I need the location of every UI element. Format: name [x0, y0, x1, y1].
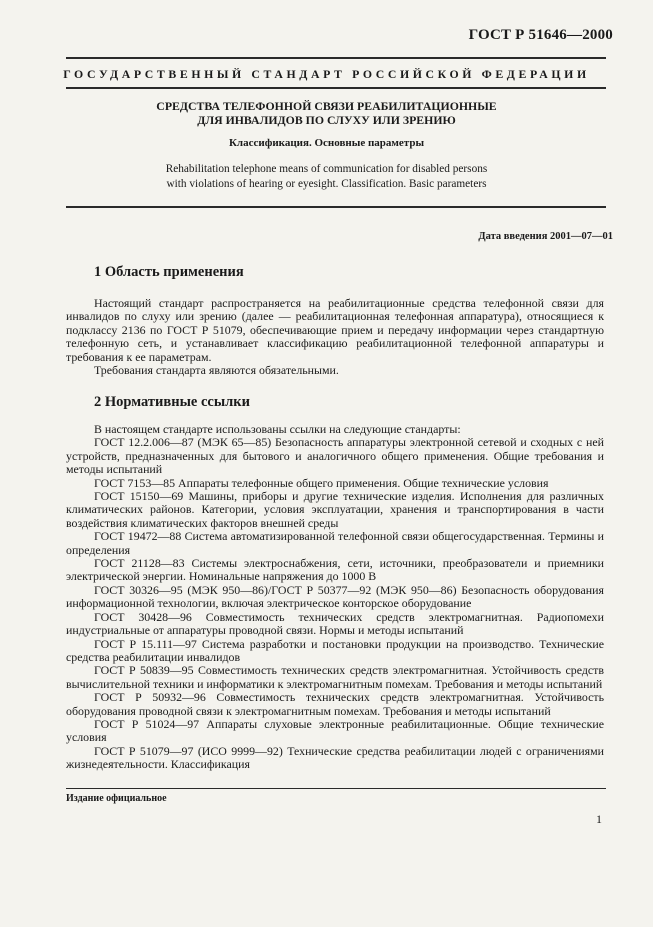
- reference-item: ГОСТ 30428—96 Совместимость технических средств электромагнитная. Радиопомехи индустриальные от аппаратуры проводной связи. Нормы и методы испытаний: [66, 609, 604, 638]
- section-1-paragraph: Настоящий стандарт распространяется на реабилитационные средства телефонной связи для инвалидов по слуху или зрению (далее — реабилитационная телефонная аппаратура), относящиеся к подклассу 2136 по ГОСТ Р 51079, обеспечивающие прием и передачу информации через стандартную телефонную сеть, и устанавливает классификацию реабилитационной телефонной аппаратуры и требования к ее параметрам.: [66, 296, 604, 364]
- reference-item: ГОСТ 15150—69 Машины, приборы и другие технические изделия. Исполнения для различных климатических районов. Категории, условия эксплуатации, хранения и транспортирования в части воздействия климатических факторов внешней среды: [66, 489, 604, 530]
- title-line-2: ДЛЯ ИНВАЛИДОВ ПО СЛУХУ ИЛИ ЗРЕНИЮ: [197, 113, 456, 127]
- footer-rule: [66, 788, 606, 789]
- section-2-heading: 2 Нормативные ссылки: [94, 394, 250, 410]
- title-line-1: СРЕДСТВА ТЕЛЕФОННОЙ СВЯЗИ РЕАБИЛИТАЦИОННЫЕ: [156, 99, 497, 113]
- english-title-line-2: with violations of hearing or eyesight. Classification. Basic parameters: [166, 178, 487, 190]
- header-rule-top: [66, 57, 606, 59]
- document-code: ГОСТ Р 51646—2000: [468, 27, 613, 43]
- header-rule-bottom: [66, 87, 606, 89]
- state-standard-banner: ГОСУДАРСТВЕННЫЙ СТАНДАРТ РОССИЙСКОЙ ФЕДЕРАЦИИ: [63, 67, 590, 81]
- reference-item: ГОСТ 30326—95 (МЭК 950—86)/ГОСТ Р 50377—92 (МЭК 950—86) Безопасность оборудования информационной технологии, включая электрическое конторское оборудование: [66, 582, 604, 611]
- section-2-intro: В настоящем стандарте использованы ссылки на следующие стандарты:: [94, 422, 461, 436]
- reference-item: ГОСТ Р 15.111—97 Система разработки и постановки продукции на производство. Технические средства реабилитации инвалидов: [66, 636, 604, 664]
- reference-item: ГОСТ 12.2.006—87 (МЭК 65—85) Безопасность аппаратуры электронной сетевой и сходных с ней устройств, предназначенных для бытового и аналогичного общего применения. Общие требования и методы испытаний: [66, 435, 604, 477]
- section-1-paragraph: Требования стандарта являются обязательными.: [94, 363, 339, 378]
- section-1-body: [66, 297, 604, 377]
- title-rule: [66, 206, 606, 208]
- page-number: 1: [596, 812, 602, 826]
- section-1-heading: 1 Область применения: [94, 264, 244, 280]
- reference-item: ГОСТ Р 50839—95 Совместимость технических средств электромагнитная. Устойчивость средств вычислительной техники и информатики к электромагнитным помехам. Требования и методы испытаний: [66, 663, 604, 691]
- introduction-date: Дата введения 2001—07—01: [478, 231, 613, 242]
- english-title-line-1: Rehabilitation telephone means of communication for disabled persons: [165, 163, 488, 175]
- reference-item: ГОСТ 19472—88 Система автоматизированной телефонной связи общегосударственная. Термины и определения: [66, 529, 604, 557]
- reference-item: ГОСТ 21128—83 Системы электроснабжения, сети, источники, преобразователи и приемники электрической энергии. Номинальные напряжения до 1000 В: [66, 556, 604, 584]
- reference-item: ГОСТ 7153—85 Аппараты телефонные общего применения. Общие технические условия: [94, 475, 549, 490]
- reference-item: ГОСТ Р 51024—97 Аппараты слуховые электронные реабилитационные. Общие технические условия: [66, 716, 604, 745]
- reference-item: ГОСТ Р 51079—97 (ИСО 9999—92) Технические средства реабилитации людей с ограничениями жизнедеятельности. Классификация: [66, 743, 604, 772]
- reference-item: ГОСТ Р 50932—96 Совместимость технических средств электромагнитная. Устойчивость оборудования проводной связи к электромагнитным помехам. Требования и методы испытаний: [66, 690, 604, 718]
- official-edition-label: Издание официальное: [66, 793, 167, 804]
- section-2-body: [66, 423, 604, 772]
- subtitle: Классификация. Основные параметры: [228, 137, 425, 149]
